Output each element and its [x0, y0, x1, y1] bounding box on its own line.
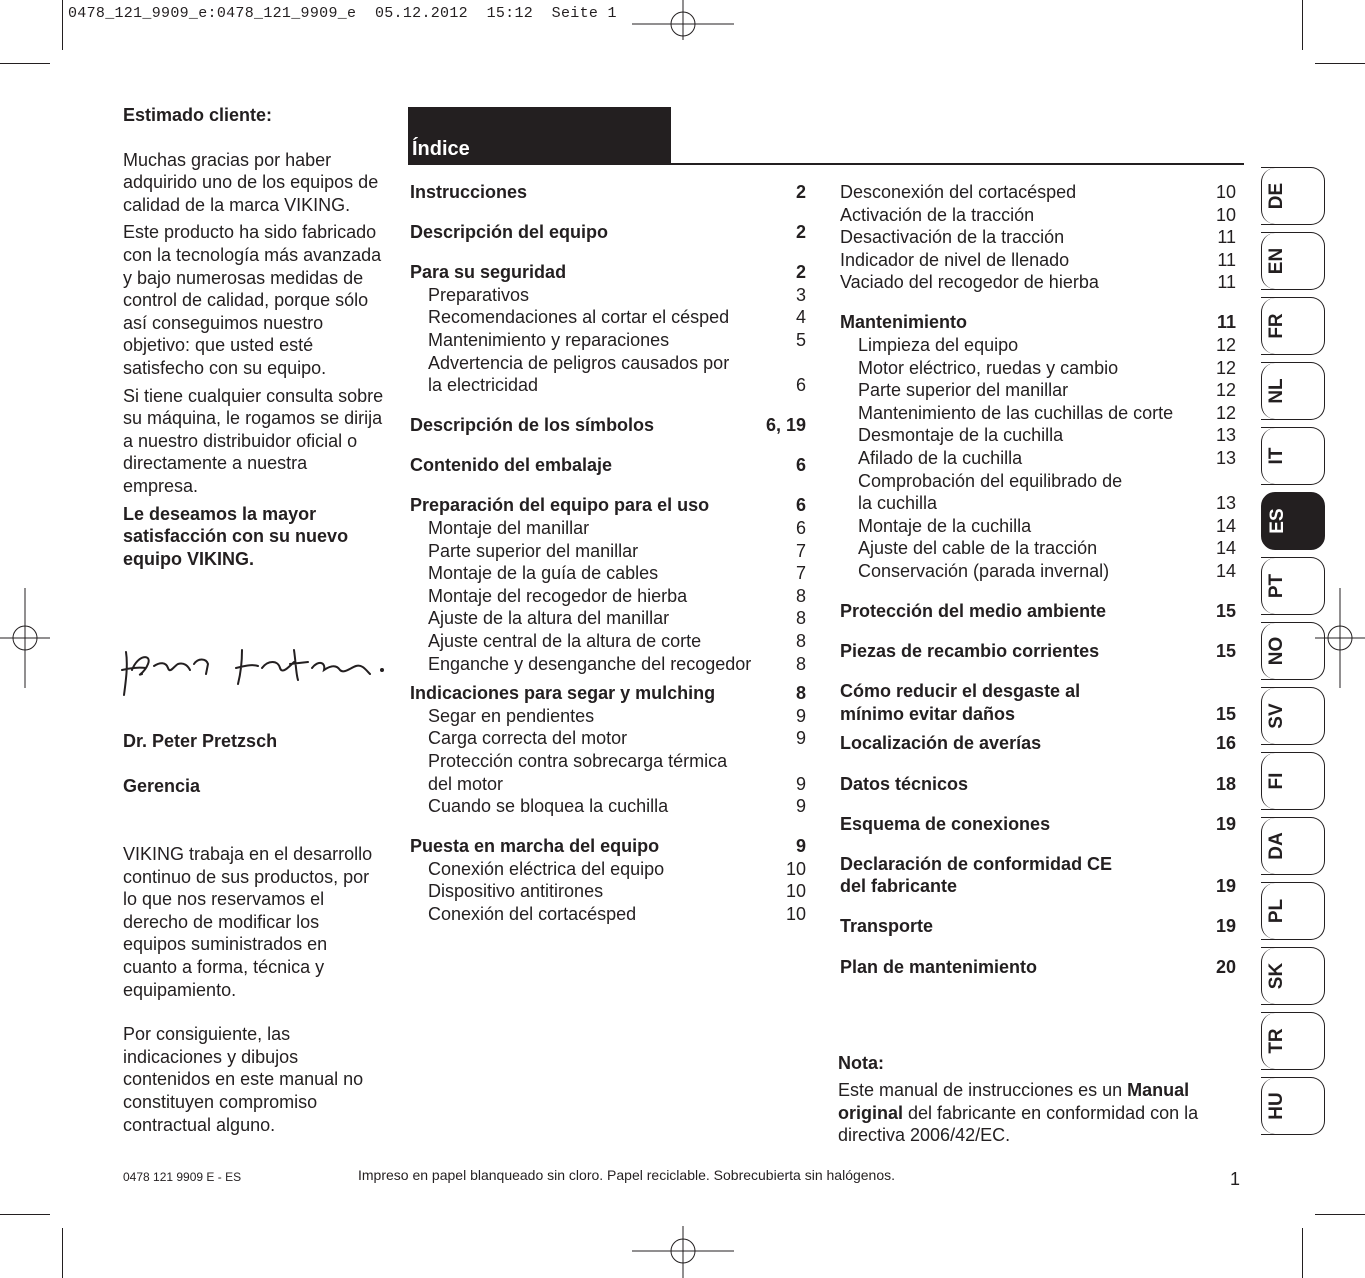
language-tab-label: SV [1266, 703, 1287, 729]
toc-entry [840, 447, 1236, 470]
toc-entry-page: 15 [1215, 641, 1236, 662]
toc-entry-title: Para su seguridad [410, 262, 567, 283]
toc-entry-title: Desactivación de la tracción [840, 227, 1065, 248]
toc-entry-title: Cómo reducir el desgaste al [840, 681, 1081, 702]
toc-entry [840, 813, 1236, 836]
toc-entry-page: 15 [1215, 601, 1236, 622]
registration-mark-icon [632, 0, 734, 40]
toc-entry [410, 494, 806, 517]
index-rule [408, 163, 1244, 165]
document-code: 0478 121 9909 E - ES [123, 1170, 242, 1184]
toc-entry-title: Segar en pendientes [428, 705, 595, 726]
toc-entry-page: 19 [1215, 813, 1236, 834]
toc-entry-title: Conexión eléctrica del equipo [428, 858, 665, 879]
toc-entry-page: 11 [1217, 227, 1236, 248]
toc-entry-title: Mantenimiento [840, 312, 968, 333]
language-tab-label: EN [1266, 247, 1287, 275]
language-tab-label: ES [1267, 508, 1288, 534]
greeting-letter [123, 104, 385, 575]
toc-entry-page: 2 [795, 262, 806, 283]
toc-entry [410, 682, 806, 705]
language-tab-label: TR [1266, 1028, 1287, 1054]
toc-entry [840, 853, 1236, 876]
letter-paragraph: Si tiene cualquier consulta sobre su máquina, le rogamos se dirija a nuestro distribuidor oficial o directamente a nuestra empresa. [123, 385, 384, 496]
toc-entry-page: 11 [1217, 249, 1236, 270]
toc-entry [410, 750, 806, 773]
toc-entry-title: Parte superior del manillar [858, 380, 1069, 401]
language-tab-label: IT [1266, 447, 1287, 465]
toc-entry [840, 732, 1236, 755]
toc-entry-page: 6 [795, 495, 806, 516]
toc-entry [410, 795, 806, 818]
toc-entry-title: Activación de la tracción [840, 204, 1035, 225]
greeting-heading: Estimado cliente: [123, 105, 273, 125]
language-tab-it[interactable] [1261, 427, 1325, 485]
toc-entry-page: 14 [1215, 515, 1236, 536]
toc-entry-page: 9 [795, 836, 806, 857]
toc-entry [410, 284, 806, 307]
toc-entry-page: 12 [1215, 357, 1236, 378]
index-title: Índice [412, 138, 470, 160]
toc-entry-title: Protección del medio ambiente [840, 601, 1107, 622]
toc-entry [410, 261, 806, 284]
language-tab-de[interactable] [1261, 167, 1325, 225]
toc-entry-page: 8 [795, 653, 806, 674]
letter-paragraph: Este producto ha sido fabricado con la tecnología más avanzada y bajo numerosas medidas de control de calidad, porque sólo así conseguimos nuestro objetivo: que usted esté satisfecho con su equipo. [123, 222, 382, 378]
toc-entry-page: 9 [795, 728, 806, 749]
toc-entry-page: 6 [795, 375, 806, 396]
toc-entry-title: Preparativos [428, 284, 530, 305]
toc-entry-title: Limpieza del equipo [858, 335, 1019, 356]
disclaimer-paragraph: Por consiguiente, las indicaciones y dibujos contenidos en este manual no constituyen compromiso contractual alguno. [123, 1024, 364, 1135]
toc-entry-title: Preparación del equipo para el uso [410, 495, 710, 516]
toc-entry-page: 10 [1215, 182, 1236, 202]
language-tab-hu[interactable] [1261, 1077, 1325, 1135]
language-tab-label: FI [1266, 772, 1287, 790]
toc-entry [840, 492, 1236, 515]
note-emphasis: Manual original [838, 1080, 1190, 1123]
toc-entry-title: Desmontaje de la cuchilla [858, 425, 1064, 446]
crop-mark [0, 1214, 50, 1215]
toc-entry [410, 630, 806, 653]
toc-entry-title: Datos técnicos [840, 773, 969, 794]
toc-entry-page: 2 [795, 222, 806, 243]
toc-entry [840, 773, 1236, 796]
toc-entry-title: Advertencia de peligros causados por [428, 352, 730, 373]
toc-entry-page: 7 [795, 540, 806, 561]
toc-entry [410, 352, 806, 375]
toc-entry-page: 14 [1215, 538, 1236, 559]
toc-entry-title: Carga correcta del motor [428, 728, 628, 749]
toc-entry-title: Contenido del embalaje [410, 455, 613, 476]
language-tab-label: PT [1266, 573, 1287, 599]
toc-entry-title: Montaje del recogedor de hierba [428, 585, 688, 606]
toc-entry-page: 6 [795, 455, 806, 476]
toc-entry-page: 9 [795, 705, 806, 726]
toc-entry [410, 329, 806, 352]
toc-entry-title: Plan de mantenimiento [840, 956, 1038, 977]
toc-entry [410, 540, 806, 563]
language-tab-sv[interactable] [1261, 687, 1325, 745]
toc-entry-title: Montaje del manillar [428, 518, 590, 539]
toc-entry-title: Instrucciones [410, 182, 528, 202]
toc-entry-page: 14 [1215, 561, 1236, 581]
toc-entry-title: Descripción de los símbolos [410, 415, 655, 436]
language-tab-en[interactable] [1261, 232, 1325, 290]
page-number: 1 [1230, 1169, 1241, 1189]
toc-entry-page: 2 [795, 182, 806, 202]
toc-entry-title: Transporte [840, 916, 934, 937]
toc-entry [410, 306, 806, 329]
toc-entry [840, 640, 1236, 663]
language-tab-pt[interactable] [1261, 557, 1325, 615]
toc-entry-title: Motor eléctrico, ruedas y cambio [858, 357, 1119, 378]
toc-entry [410, 414, 806, 437]
toc-entry-title: Protección contra sobrecarga térmica [428, 750, 728, 771]
toc-entry-page: 9 [795, 796, 806, 817]
toc-entry-page: 15 [1215, 703, 1236, 724]
toc-entry [840, 379, 1236, 402]
toc-entry [840, 560, 1236, 583]
language-tab-no[interactable] [1261, 622, 1325, 680]
toc-entry-page: 10 [785, 904, 806, 925]
toc-entry-page: 8 [795, 608, 806, 629]
toc-entry-title: Piezas de recambio corrientes [840, 641, 1100, 662]
toc-entry [840, 537, 1236, 560]
note-text: Este manual de instrucciones es un [838, 1080, 1128, 1100]
toc-entry-title: Localización de averías [840, 733, 1042, 754]
toc-entry [410, 653, 806, 676]
crop-mark [1302, 1228, 1303, 1278]
signer-name: Dr. Peter Pretzsch [123, 731, 278, 751]
toc-entry-title: Enganche y desenganche del recogedor [428, 653, 752, 674]
toc-entry-page: 10 [785, 881, 806, 902]
toc-entry [840, 357, 1236, 380]
print-note: Impreso en papel blanqueado sin cloro. Papel reciclable. Sobrecubierta sin halógenos. [358, 1167, 896, 1183]
toc-entry-title: Montaje de la guía de cables [428, 563, 659, 584]
toc-entry-title: la cuchilla [858, 493, 938, 514]
crop-mark [62, 1228, 63, 1278]
language-tab-fr[interactable] [1261, 297, 1325, 355]
crop-mark [1302, 0, 1303, 50]
toc-entry-title: Mantenimiento y reparaciones [428, 329, 670, 350]
toc-entry-title: Conexión del cortacésped [428, 904, 637, 925]
language-tab-es[interactable] [1261, 492, 1325, 550]
language-tab-tr[interactable] [1261, 1012, 1325, 1070]
toc-entry-title: Declaración de conformidad CE [840, 853, 1113, 874]
language-tab-pl[interactable] [1261, 882, 1325, 940]
toc-entry [410, 835, 806, 858]
toc-entry-page: 5 [795, 329, 806, 350]
toc-entry-page: 7 [795, 563, 806, 584]
toc-entry-page: 6, 19 [765, 415, 806, 436]
toc-entry-title: Recomendaciones al cortar el césped [428, 307, 730, 328]
toc-entry [840, 424, 1236, 447]
toc-entry [840, 875, 1236, 898]
toc-entry-title: Indicaciones para segar y mulching [410, 683, 716, 704]
toc-entry-page: 12 [1215, 380, 1236, 401]
print-header: 0478_121_9909_e:0478_121_9909_e 05.12.2012 15:12 Seite 1 [68, 5, 617, 22]
toc-entry [410, 585, 806, 608]
toc-entry [840, 181, 1236, 204]
toc-entry-page: 16 [1215, 733, 1236, 754]
toc-entry [410, 727, 806, 750]
toc-entry-page: 13 [1215, 425, 1236, 446]
toc-entry-page: 12 [1215, 335, 1236, 356]
language-tab-label: DE [1266, 182, 1287, 210]
language-tab-label: HU [1266, 1092, 1287, 1120]
toc-entry [410, 607, 806, 630]
toc-entry-page: 3 [795, 284, 806, 305]
toc-entry-title: Conservación (parada invernal) [858, 561, 1110, 581]
toc-entry-title: del motor [428, 773, 504, 794]
toc-entry-title: Ajuste del cable de la tracción [858, 538, 1098, 559]
toc-entry-page: 19 [1215, 916, 1236, 937]
toc-entry-title: Mantenimiento de las cuchillas de corte [858, 402, 1174, 423]
crop-mark [1315, 1214, 1365, 1215]
language-tab-label: FR [1266, 313, 1287, 339]
toc-entry-title: Afilado de la cuchilla [858, 448, 1023, 469]
toc-entry [410, 374, 806, 397]
signer-role: Gerencia [123, 776, 201, 796]
toc-entry [840, 402, 1236, 425]
toc-entry-page: 18 [1215, 773, 1236, 794]
toc-entry [840, 703, 1236, 726]
toc-entry [410, 858, 806, 881]
toc-column-left [410, 181, 806, 926]
toc-entry-title: del fabricante [840, 876, 958, 897]
toc-column-right [840, 181, 1236, 978]
toc-entry-page: 8 [795, 683, 806, 704]
toc-entry-page: 13 [1215, 448, 1236, 469]
toc-entry [840, 226, 1236, 249]
toc-entry [840, 249, 1236, 272]
toc-entry [840, 334, 1236, 357]
toc-entry-title: Ajuste de la altura del manillar [428, 608, 670, 629]
toc-entry [840, 915, 1236, 938]
toc-entry-title: Cuando se bloquea la cuchilla [428, 796, 669, 817]
toc-entry-title: Comprobación del equilibrado de [858, 470, 1123, 491]
toc-entry-page: 13 [1215, 493, 1236, 514]
toc-entry [840, 271, 1236, 294]
toc-entry [410, 705, 806, 728]
toc-entry-page: 10 [1215, 204, 1236, 225]
note-text: del fabricante en conformidad con la directiva 2006/42/EC. [838, 1102, 1199, 1146]
toc-entry-title: Descripción del equipo [410, 222, 609, 243]
toc-entry-page: 19 [1215, 876, 1236, 897]
toc-entry-page: 11 [1217, 272, 1236, 293]
disclaimer [123, 843, 385, 1158]
language-tab-nl[interactable] [1261, 362, 1325, 420]
toc-entry [840, 956, 1236, 979]
toc-entry-title: mínimo evitar daños [840, 703, 1016, 724]
language-tab-sk[interactable] [1261, 947, 1325, 1005]
toc-entry-title: Puesta en marcha del equipo [410, 836, 660, 857]
toc-entry-title: la electricidad [428, 375, 539, 396]
letter-paragraph: Muchas gracias por haber adquirido uno de los equipos de calidad de la marca VIKING. [123, 149, 379, 215]
signature-icon [118, 640, 390, 700]
crop-mark [62, 0, 63, 50]
toc-entry-title: Ajuste central de la altura de corte [428, 631, 702, 651]
toc-entry [410, 773, 806, 796]
language-tab-label: DA [1266, 832, 1287, 860]
toc-entry [840, 311, 1236, 334]
toc-entry [410, 454, 806, 477]
language-tab-da[interactable] [1261, 817, 1325, 875]
toc-entry-title: Indicador de nivel de llenado [840, 249, 1070, 270]
toc-entry-title: Dispositivo antitirones [428, 881, 604, 902]
crop-mark [1315, 63, 1365, 64]
registration-mark-icon [0, 588, 50, 688]
toc-entry-page: 20 [1215, 956, 1236, 977]
toc-entry [840, 600, 1236, 623]
toc-entry [840, 515, 1236, 538]
toc-entry-title: Vaciado del recogedor de hierba [840, 272, 1099, 293]
toc-entry-title: Esquema de conexiones [840, 813, 1051, 834]
note-body [838, 1079, 1228, 1147]
toc-entry [840, 204, 1236, 227]
language-tab-label: NL [1266, 378, 1287, 404]
toc-entry-page: 11 [1216, 312, 1236, 333]
toc-entry [840, 470, 1236, 493]
letter-closing: Le deseamos la mayor satisfacción con su nuevo equipo VIKING. [123, 503, 349, 569]
toc-entry-page: 8 [795, 631, 806, 651]
toc-entry-page: 10 [785, 858, 806, 879]
language-tab-label: SK [1266, 962, 1287, 990]
crop-mark [0, 63, 50, 64]
toc-entry [410, 181, 806, 204]
toc-entry-page: 8 [795, 585, 806, 606]
toc-entry [840, 680, 1236, 703]
toc-entry-title: Montaje de la cuchilla [858, 515, 1032, 536]
language-tab-fi[interactable] [1261, 752, 1325, 810]
toc-entry-title: Desconexión del cortacésped [840, 182, 1077, 202]
toc-entry-page: 9 [795, 773, 806, 794]
registration-mark-icon [632, 1226, 734, 1278]
toc-entry-title: Parte superior del manillar [428, 540, 639, 561]
toc-entry [410, 903, 806, 926]
toc-entry [410, 221, 806, 244]
toc-entry-page: 4 [795, 307, 806, 328]
note-title: Nota: [838, 1053, 884, 1073]
language-tab-label: NO [1266, 636, 1287, 666]
toc-entry [410, 562, 806, 585]
toc-entry-page: 12 [1215, 402, 1236, 423]
disclaimer-paragraph: VIKING trabaja en el desarrollo continuo de sus productos, por lo que nos reservamos el derecho de modificar los equipos suministrados en cuanto a forma, técnica y equipamiento. [123, 844, 373, 1000]
toc-entry [410, 517, 806, 540]
toc-entry-page: 6 [795, 518, 806, 539]
language-tab-label: PL [1266, 898, 1287, 924]
toc-entry [410, 880, 806, 903]
